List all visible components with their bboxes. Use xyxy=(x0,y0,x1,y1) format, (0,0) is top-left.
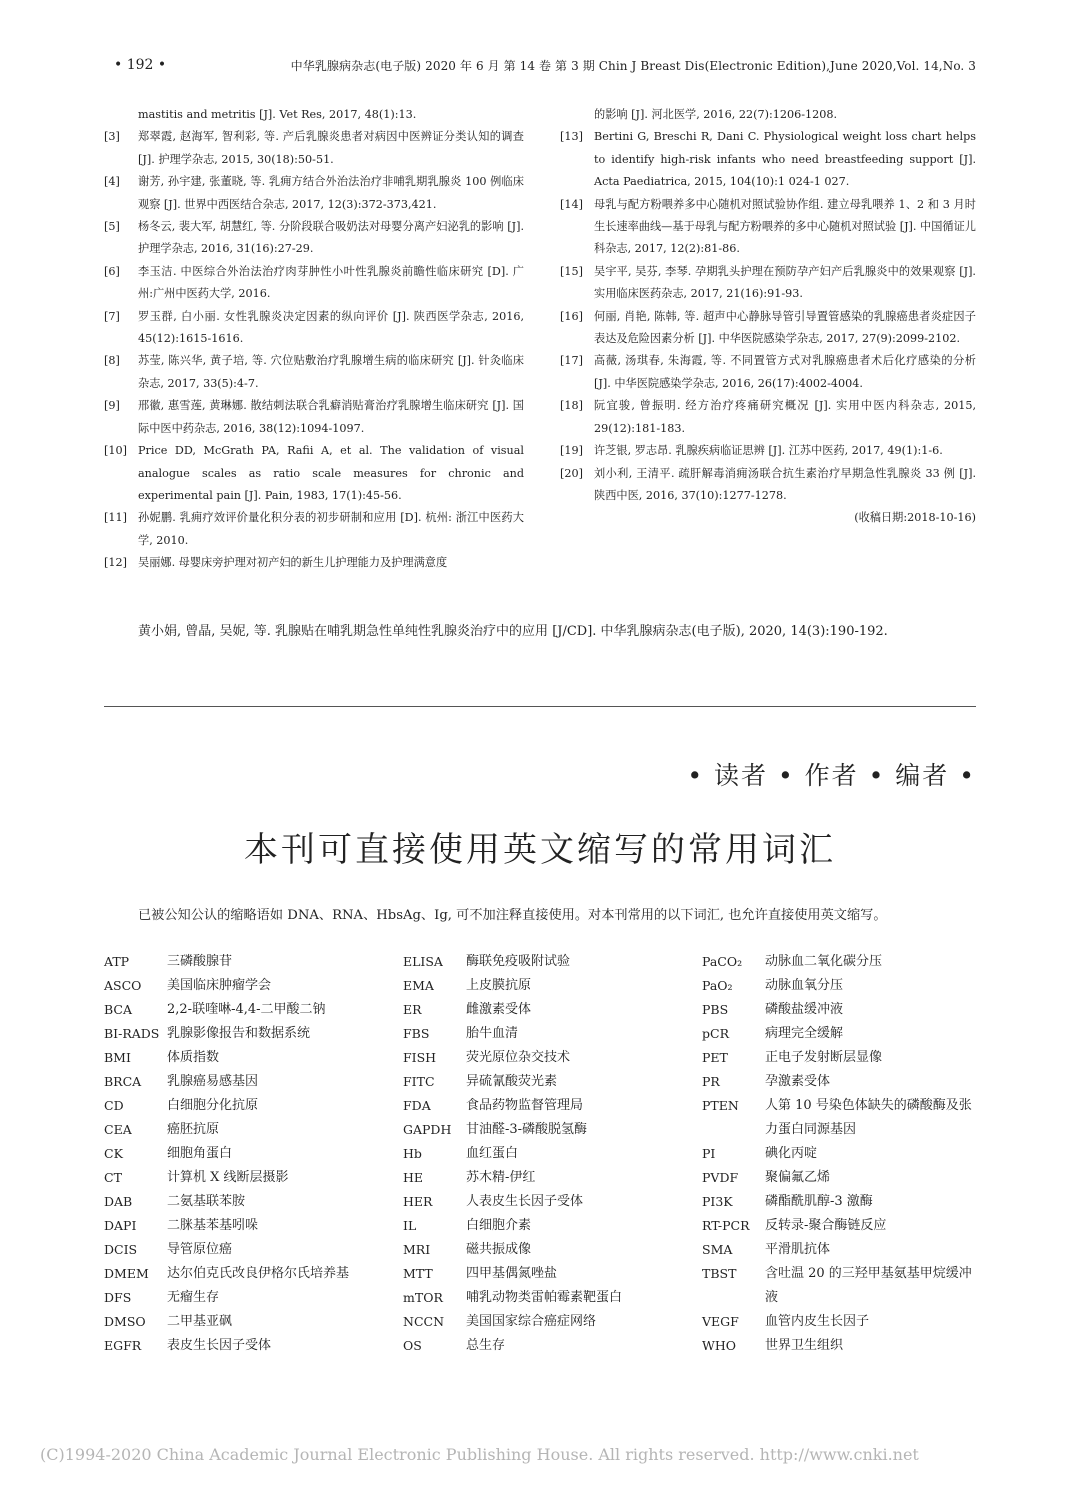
reference-item xyxy=(560,261,976,306)
vocabulary-column-1 xyxy=(104,950,384,1358)
reference-item xyxy=(560,440,976,462)
abbreviation-meaning: 无瘤生存 xyxy=(167,1290,220,1305)
abbreviation: PBS xyxy=(702,1002,729,1017)
abbreviation-meaning: 聚偏氟乙烯 xyxy=(765,1170,831,1185)
reference-text: 杨冬云, 裴大军, 胡慧红, 等. 分阶段联合吸奶法对母婴分离产妇泌乳的影响 [J]. 护理学杂志, 2016, 31(16):27-29. xyxy=(138,220,524,256)
reference-text: 孙妮鹏. 乳痈疗效评价量化积分表的初步研制和应用 [D]. 杭州: 浙江中医药大学, 2010. xyxy=(138,511,524,547)
vocabulary-entry xyxy=(702,974,980,998)
abbreviation: BRCA xyxy=(104,1074,142,1089)
vocabulary-entry xyxy=(702,1022,980,1046)
abbreviation: ATP xyxy=(104,954,130,969)
reference-text: 吴丽娜. 母婴床旁护理对初产妇的新生儿护理能力及护理满意度 xyxy=(138,556,448,570)
reference-item xyxy=(560,104,976,126)
abbreviation: RT-PCR xyxy=(702,1218,750,1233)
abbreviation: BMI xyxy=(104,1050,131,1065)
abbreviation-meaning: 导管原位癌 xyxy=(167,1242,233,1257)
reference-text: 罗玉群, 白小丽. 女性乳腺炎决定因素的纵向评价 [J]. 陕西医学杂志, 2016, 45(12):1615-1616. xyxy=(138,309,524,346)
reference-text: 阮宜骏, 曾振明. 经方治疗疼痛研究概况 [J]. 实用中医内科杂志, 2015, 29(12):181-183. xyxy=(594,399,976,435)
abbreviation-meaning: 酶联免疫吸附试验 xyxy=(466,954,571,969)
vocabulary-entry xyxy=(104,1022,384,1046)
reference-text: Bertini G, Breschi R, Dani C. Physiological weight loss chart helps to identify high-risk infants who need breastfeeding support [J]. Acta Paediatrica, 2015, 104(10):1 024-1 027. xyxy=(594,130,976,189)
reference-number: [15] xyxy=(560,264,583,278)
abbreviation-meaning: 胎牛血清 xyxy=(466,1026,519,1041)
abbreviation-meaning: 动脉血二氧化碳分压 xyxy=(765,954,883,969)
abbreviation-meaning: 癌胚抗原 xyxy=(167,1122,220,1137)
abbreviation: CD xyxy=(104,1098,124,1113)
reference-item xyxy=(560,126,976,193)
abbreviation-meaning: 病理完全缓解 xyxy=(765,1026,844,1041)
reference-number: [4] xyxy=(104,175,120,189)
vocabulary-entry xyxy=(702,1046,980,1070)
vocabulary-entry xyxy=(702,1238,980,1262)
abbreviation-meaning: 美国国家综合癌症网络 xyxy=(466,1314,597,1329)
abbreviation-meaning: 总生存 xyxy=(466,1338,506,1353)
vocabulary-entry xyxy=(403,1070,683,1094)
abbreviation-meaning: 反转录-聚合酶链反应 xyxy=(765,1218,887,1233)
abbreviation: SMA xyxy=(702,1242,733,1257)
vocabulary-entry xyxy=(104,1262,384,1286)
abbreviation-meaning: 表皮生长因子受体 xyxy=(167,1338,272,1353)
abbreviation-meaning: 三磷酸腺苷 xyxy=(167,954,233,969)
vocabulary-entry xyxy=(403,1262,683,1286)
abbreviation: DFS xyxy=(104,1290,132,1305)
abbreviation-meaning: 人第 10 号染色体缺失的磷酸酶及张力蛋白同源基因 xyxy=(765,1098,972,1137)
abbreviation-meaning: 磁共振成像 xyxy=(466,1242,532,1257)
reference-item xyxy=(104,552,524,574)
abbreviation: PaCO₂ xyxy=(702,954,743,969)
vocabulary-entry xyxy=(702,1094,980,1142)
abbreviation-meaning: 白细胞介素 xyxy=(466,1218,532,1233)
reference-item xyxy=(560,463,976,508)
received-date: (收稿日期:2018-10-16) xyxy=(854,511,976,525)
vocabulary-entry xyxy=(702,998,980,1022)
abbreviation-meaning: 二氨基联苯胺 xyxy=(167,1194,246,1209)
abbreviation: PaO₂ xyxy=(702,978,733,993)
vocabulary-entry xyxy=(403,1310,683,1334)
copyright-watermark: (C)1994-2020 China Academic Journal Electronic Publishing House. All rights reserved. http://www.cnki.net xyxy=(40,1445,919,1464)
reference-item xyxy=(560,194,976,261)
abbreviation: PTEN xyxy=(702,1098,739,1113)
reference-text: Price DD, McGrath PA, Rafii A, et al. The validation of visual analogue scales as ratio scale measures for chronic and experimental pain [J]. Pain, 1983, 17(1):45-56. xyxy=(138,444,524,502)
reference-item xyxy=(560,395,976,440)
abbreviation: PVDF xyxy=(702,1170,739,1185)
reference-item xyxy=(104,395,524,440)
abbreviation: FBS xyxy=(403,1026,430,1041)
abbreviation: DAB xyxy=(104,1194,133,1209)
abbreviation: mTOR xyxy=(403,1290,443,1305)
reference-number: [6] xyxy=(104,264,120,278)
reference-item xyxy=(104,261,524,306)
vocabulary-entry xyxy=(104,1142,384,1166)
vocabulary-entry xyxy=(702,1214,980,1238)
abbreviation: VEGF xyxy=(702,1314,739,1329)
abbreviation: CK xyxy=(104,1146,123,1161)
abbreviation-meaning: 碘化丙啶 xyxy=(765,1146,818,1161)
vocabulary-entry xyxy=(403,974,683,998)
reference-text: 李玉洁. 中医综合外治法治疗肉芽肿性小叶性乳腺炎前瞻性临床研究 [D]. 广州:广州中医药大学, 2016. xyxy=(138,264,524,301)
reference-number: [17] xyxy=(560,354,583,368)
vocabulary-column-2 xyxy=(403,950,683,1358)
page-header xyxy=(0,52,1080,82)
journal-running-title: 中华乳腺病杂志(电子版) 2020 年 6 月 第 14 卷 第 3 期 Chin J Breast Dis(Electronic Edition),June 2020,Vol. 14,No. 3 xyxy=(290,59,976,73)
abbreviation-meaning: 甘油醛-3-磷酸脱氢酶 xyxy=(466,1122,588,1137)
vocabulary-entry xyxy=(104,1190,384,1214)
reference-text: 高薇, 汤琪春, 朱海霞, 等. 不同置管方式对乳腺癌患者术后化疗感染的分析 [J]. 中华医院感染学杂志, 2016, 26(17):4002-4004. xyxy=(594,354,976,390)
abbreviation-meaning: 异硫氰酸荧光素 xyxy=(466,1074,558,1089)
abbreviation: OS xyxy=(403,1338,422,1353)
vocabulary-entry xyxy=(403,950,683,974)
vocabulary-entry xyxy=(104,1286,384,1310)
abbreviation-meaning: 平滑肌抗体 xyxy=(765,1242,831,1257)
reference-item xyxy=(104,507,524,552)
abbreviation-meaning: 白细胞分化抗原 xyxy=(167,1098,259,1113)
vocabulary-entry xyxy=(104,1310,384,1334)
abbreviation-meaning: 磷酸盐缓冲液 xyxy=(765,1002,844,1017)
vocabulary-entry xyxy=(403,1142,683,1166)
abbreviation: ASCO xyxy=(104,978,142,993)
vocabulary-entry xyxy=(403,998,683,1022)
reference-text: 谢芳, 孙宇建, 张董晓, 等. 乳痈方结合外治法治疗非哺乳期乳腺炎 100 例临床观察 [J]. 世界中西医结合杂志, 2017, 12(3):372-373,421. xyxy=(138,175,524,211)
reference-item xyxy=(560,306,976,351)
abbreviation-meaning: 孕激素受体 xyxy=(765,1074,831,1089)
abbreviation-meaning: 正电子发射断层显像 xyxy=(765,1050,883,1065)
abbreviation: ER xyxy=(403,1002,422,1017)
vocabulary-entry xyxy=(702,1166,980,1190)
references-right-column xyxy=(560,104,976,530)
abbreviation: DCIS xyxy=(104,1242,138,1257)
reference-text: 郑翠霞, 赵海军, 智利彩, 等. 产后乳腺炎患者对病因中医辨证分类认知的调查 [J]. 护理学杂志, 2015, 30(18):50-51. xyxy=(138,130,524,166)
reference-text: 何丽, 肖艳, 陈韩, 等. 超声中心静脉导管引导置管感染的乳腺癌患者炎症因子表达及危险因素分析 [J]. 中华医院感染学杂志, 2017, 27(9):2099-2102. xyxy=(594,309,976,346)
vocabulary-entry xyxy=(403,1238,683,1262)
vocabulary-entry xyxy=(403,1118,683,1142)
abbreviation-meaning: 荧光原位杂交技术 xyxy=(466,1050,571,1065)
reference-item xyxy=(104,350,524,395)
reference-text: 刘小利, 王清平. 疏肝解毒消痈汤联合抗生素治疗早期急性乳腺炎 33 例 [J]. 陕西中医, 2016, 37(10):1277-1278. xyxy=(594,466,976,502)
reference-text: 苏莹, 陈兴华, 黄子培, 等. 穴位贴敷治疗乳腺增生病的临床研究 [J]. 针灸临床杂志, 2017, 33(5):4-7. xyxy=(138,354,524,390)
reference-number: [11] xyxy=(104,511,127,525)
reference-text: 吴宇平, 吴芬, 李琴. 孕期乳头护理在预防孕产妇产后乳腺炎中的效果观察 [J]. 实用临床医药杂志, 2017, 21(16):91-93. xyxy=(594,264,976,301)
reference-text: 母乳与配方粉喂养多中心随机对照试验协作组. 建立母乳喂养 1、2 和 3 月时生长速率曲线—基于母乳与配方粉喂养的多中心随机对照试验 [J]. 中国循证儿科杂志, 2017, 12(2):81-86. xyxy=(594,197,976,256)
reference-number: [19] xyxy=(560,444,583,458)
reference-item xyxy=(560,350,976,395)
abbreviation: MTT xyxy=(403,1266,433,1281)
vocabulary-entry xyxy=(403,1166,683,1190)
vocabulary-entry xyxy=(403,1046,683,1070)
vocabulary-entry xyxy=(104,1094,384,1118)
abbreviation: IL xyxy=(403,1218,417,1233)
references-left-column xyxy=(104,104,524,575)
reference-item xyxy=(104,440,524,507)
reference-number: [20] xyxy=(560,466,583,480)
vocabulary-entry xyxy=(104,1166,384,1190)
reference-number: [16] xyxy=(560,309,583,323)
vocabulary-entry xyxy=(702,1070,980,1094)
abbreviation: ELISA xyxy=(403,954,443,969)
abbreviation-meaning: 血管内皮生长因子 xyxy=(765,1314,870,1329)
abbreviation: pCR xyxy=(702,1026,729,1041)
abbreviation-meaning: 哺乳动物类雷帕霉素靶蛋白 xyxy=(466,1290,623,1305)
abbreviation: CEA xyxy=(104,1122,132,1137)
vocabulary-entry xyxy=(702,1334,980,1358)
reference-number: [14] xyxy=(560,197,583,211)
vocabulary-entry xyxy=(403,1094,683,1118)
abbreviation-meaning: 含吐温 20 的三羟甲基氨基甲烷缓冲液 xyxy=(765,1266,972,1305)
vocabulary-entry xyxy=(403,1214,683,1238)
abbreviation-meaning: 雌激素受体 xyxy=(466,1002,532,1017)
abbreviation: TBST xyxy=(702,1266,737,1281)
vocabulary-entry xyxy=(104,1118,384,1142)
abbreviation: PI3K xyxy=(702,1194,733,1209)
abbreviation: EGFR xyxy=(104,1338,142,1353)
page-number: • 192 • xyxy=(114,57,167,73)
abbreviation-meaning: 体质指数 xyxy=(167,1050,220,1065)
abbreviation: PI xyxy=(702,1146,716,1161)
abbreviation: NCCN xyxy=(403,1314,445,1329)
abbreviation-meaning: 2,2-联喹啉-4,4-二甲酸二钠 xyxy=(167,1002,326,1017)
vocabulary-entry xyxy=(104,1046,384,1070)
vocabulary-entry xyxy=(702,1190,980,1214)
intro-paragraph: 已被公知公认的缩略语如 DNA、RNA、HbsAg、Ig, 可不加注释直接使用。对本刊常用的以下词汇, 也允许直接使用英文缩写。 xyxy=(138,908,887,923)
vocabulary-entry xyxy=(104,1214,384,1238)
reference-item xyxy=(104,216,524,261)
vocabulary-entry xyxy=(702,1262,980,1310)
abbreviation: DMSO xyxy=(104,1314,146,1329)
abbreviation-meaning: 美国临床肿瘤学会 xyxy=(167,978,272,993)
abbreviation: PET xyxy=(702,1050,728,1065)
vocabulary-entry xyxy=(104,974,384,998)
reference-text: 许芝银, 罗志昂. 乳腺疾病临证思辨 [J]. 江苏中医药, 2017, 49(1):1-6. xyxy=(594,444,943,458)
vocabulary-entry xyxy=(104,1070,384,1094)
abbreviation-meaning: 达尔伯克氏改良伊格尔氏培养基 xyxy=(167,1266,350,1281)
reference-number: [10] xyxy=(104,444,127,458)
abbreviation: DAPI xyxy=(104,1218,137,1233)
vocabulary-entry xyxy=(104,998,384,1022)
abbreviation-meaning: 世界卫生组织 xyxy=(765,1338,844,1353)
reference-number: [5] xyxy=(104,220,120,234)
vocabulary-entry xyxy=(403,1286,683,1310)
abbreviation: FISH xyxy=(403,1050,437,1065)
abbreviation-meaning: 细胞角蛋白 xyxy=(167,1146,233,1161)
abbreviation: BCA xyxy=(104,1002,133,1017)
abbreviation: FITC xyxy=(403,1074,435,1089)
article-citation: 黄小娟, 曾晶, 吴妮, 等. 乳腺贴在哺乳期急性单纯性乳腺炎治疗中的应用 [J/CD]. 中华乳腺病杂志(电子版), 2020, 14(3):190-192. xyxy=(138,624,888,639)
reference-item xyxy=(104,104,524,126)
abbreviation-meaning: 食品药物监督管理局 xyxy=(466,1098,584,1113)
abbreviation: CT xyxy=(104,1170,122,1185)
reference-number: [8] xyxy=(104,354,120,368)
abbreviation-meaning: 乳腺癌易感基因 xyxy=(167,1074,259,1089)
reference-number: [7] xyxy=(104,309,120,323)
abbreviation: HE xyxy=(403,1170,424,1185)
abbreviation-meaning: 二脒基苯基吲哚 xyxy=(167,1218,259,1233)
reference-text: 的影响 [J]. 河北医学, 2016, 22(7):1206-1208. xyxy=(594,108,838,121)
abbreviation: WHO xyxy=(702,1338,736,1353)
vocabulary-entry xyxy=(403,1190,683,1214)
vocabulary-entry xyxy=(702,1142,980,1166)
vocabulary-entry xyxy=(702,1310,980,1334)
abbreviation: MRI xyxy=(403,1242,431,1257)
abbreviation: BI-RADS xyxy=(104,1026,160,1041)
page-title: 本刊可直接使用英文缩写的常用词汇 xyxy=(244,830,836,870)
reference-number: [9] xyxy=(104,399,120,413)
vocabulary-entry xyxy=(702,950,980,974)
reference-item xyxy=(104,306,524,351)
abbreviation-meaning: 血红蛋白 xyxy=(466,1146,519,1161)
reference-text: mastitis and metritis [J]. Vet Res, 2017, 48(1):13. xyxy=(138,108,417,121)
abbreviation: EMA xyxy=(403,978,434,993)
section-label: • 读者 • 作者 • 编者 • xyxy=(687,761,976,790)
section-divider xyxy=(104,706,976,707)
abbreviation-meaning: 磷酯酰肌醇-3 激酶 xyxy=(765,1194,873,1209)
abbreviation: GAPDH xyxy=(403,1122,452,1137)
vocabulary-entry xyxy=(104,950,384,974)
vocabulary-entry xyxy=(104,1238,384,1262)
abbreviation-meaning: 乳腺影像报告和数据系统 xyxy=(167,1026,311,1041)
abbreviation-meaning: 四甲基偶氮唑盐 xyxy=(466,1266,558,1281)
abbreviation: DMEM xyxy=(104,1266,149,1281)
reference-number: [18] xyxy=(560,399,583,413)
reference-number: [3] xyxy=(104,130,120,144)
abbreviation-meaning: 动脉血氧分压 xyxy=(765,978,844,993)
vocabulary-entry xyxy=(403,1334,683,1358)
reference-number: [12] xyxy=(104,556,127,570)
reference-item xyxy=(104,171,524,216)
reference-item xyxy=(104,126,524,171)
abbreviation-meaning: 二甲基亚砜 xyxy=(167,1314,233,1329)
reference-number: [13] xyxy=(560,130,583,144)
abbreviation: Hb xyxy=(403,1146,422,1161)
abbreviation: FDA xyxy=(403,1098,431,1113)
vocabulary-entry xyxy=(403,1022,683,1046)
reference-text: 邢徽, 惠雪莲, 黄琳娜. 散结刺法联合乳癖消贴膏治疗乳腺增生临床研究 [J]. 国际中医中药杂志, 2016, 38(12):1094-1097. xyxy=(138,399,524,435)
vocabulary-column-3 xyxy=(702,950,980,1358)
vocabulary-entry xyxy=(104,1334,384,1358)
abbreviation-meaning: 人表皮生长因子受体 xyxy=(466,1194,584,1209)
abbreviation-meaning: 计算机 X 线断层摄影 xyxy=(167,1170,289,1185)
abbreviation: PR xyxy=(702,1074,720,1089)
abbreviation-meaning: 苏木精-伊红 xyxy=(466,1170,536,1185)
abbreviation-meaning: 上皮膜抗原 xyxy=(466,978,532,993)
abbreviation: HER xyxy=(403,1194,433,1209)
